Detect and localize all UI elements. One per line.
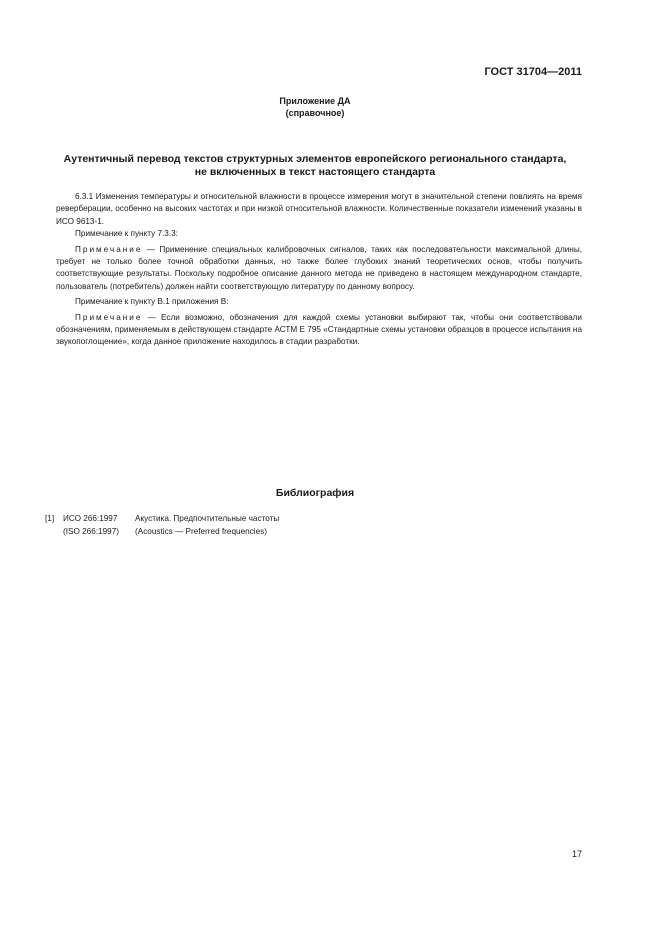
bibliography-ref: ИСО 266:1997: [63, 514, 118, 523]
bibliography-item: [45, 513, 279, 526]
body-text: [56, 191, 582, 349]
note-heading-b-1: Примечание к пункту В.1 приложения В:: [75, 297, 229, 307]
note-label: Примечание: [75, 244, 143, 254]
standard-code: ГОСТ 31704—2011: [484, 66, 582, 78]
paragraph-6-3-1: 6.3.1 Изменения температуры и относительной влажности в процессе измерения могут в значительной степени повлиять на время реверберации, особенно на высоких частотах и при низкой относительной влажности. Количественные показатели изменений указаны в ИСО 9613-1.: [56, 192, 582, 226]
note-label: Примечание: [75, 312, 143, 322]
main-title-line-2: не включенных в текст настоящего стандарта: [194, 166, 436, 178]
page-number: 17: [571, 849, 582, 859]
note-b-1: [56, 312, 582, 349]
bibliography-text: Акустика. Предпочтительные частоты: [135, 514, 280, 523]
bibliography-item-original: [45, 526, 279, 539]
note-text: — Если возможно, обозначения для каждой схемы установки выбирают так, чтобы они соответствовали обозначениям, применяемым в действующем стандарте АСТМ Е 795 «Стандартные схемы установки образцов в процессе испытания на звукопоглощение», когда данное приложение находилось в стадии разработки.: [56, 312, 582, 347]
bibliography-ref-original: (ISO 266:1997): [63, 526, 119, 536]
note-heading-7-3-3: Примечание к пункту 7.3.3:: [75, 229, 178, 239]
bibliography-title: Библиография: [275, 487, 355, 499]
appendix-title: Приложение ДА: [279, 96, 351, 106]
note-text: — Применение специальных калибровочных сигналов, таких как последовательности максимальной длины, требует не только более точной обработки данных, но также более глубоких знаний теоретических основ, чтобы получить соответствующие результаты. Поскольку подробное описание данного метода не приведено в настоящем международном стандарте, пользователь (потребитель) должен найти соответствующую литературу по данному вопросу.: [56, 244, 582, 291]
bibliography-list: [45, 513, 279, 538]
main-title-line-1: Аутентичный перевод текстов структурных элементов европейского регионального стандарта,: [63, 153, 567, 165]
note-7-3-3: [56, 244, 582, 294]
bibliography-text-original: (Acoustics — Preferred frequencies): [135, 526, 267, 536]
bibliography-number: [1]: [45, 514, 55, 523]
appendix-subtitle: (справочное): [285, 108, 345, 118]
